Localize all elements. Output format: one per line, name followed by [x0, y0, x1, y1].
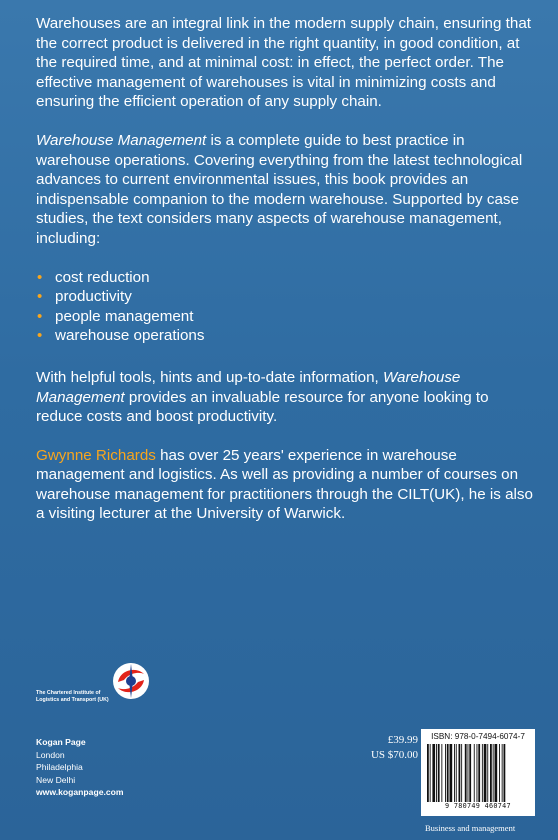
bullet-icon: • [37, 268, 43, 286]
intro-paragraph: Warehouses are an integral link in the modern supply chain, ensuring that the correct product is delivered in the right quantity, in good condition, at the required time, and at minimal cost: in effect, the perfect order. The effective management of warehouses is vital in minimizing costs and ensuring the efficient operation of any supply chain. [36, 15, 532, 111]
back-cover-blurb [36, 14, 536, 543]
book-title-italic: Warehouse Management [36, 131, 207, 149]
list-item [36, 326, 536, 346]
barcode-digits: 9 780749 460747 [445, 802, 511, 810]
isbn-barcode [421, 729, 535, 816]
list-item-label: cost reduction [55, 268, 150, 286]
author-bio: has over 25 years' experience in warehouse management and logistics. As well as providing a number of courses on warehouse management for practitioners through the CILT(UK), he is also a visiting lecturer at the University of Warwick. [36, 446, 533, 523]
list-item [36, 307, 536, 327]
topics-list [36, 268, 536, 346]
publisher-url: www.koganpage.com [36, 787, 124, 798]
list-item-label: warehouse operations [55, 327, 205, 345]
isbn-label: ISBN: 978-0-7494-6074-7 [431, 732, 525, 741]
guide-paragraph [36, 131, 536, 249]
publisher-city: New Delhi [36, 774, 76, 785]
tools-paragraph: With helpful tools, hints and up-to-date information, Warehouse Management provides an invaluable resource for anyone looking to reduce costs and boost productivity. [36, 368, 489, 426]
price-usd: US $70.00 [370, 748, 418, 761]
bullet-icon: • [37, 288, 43, 306]
cilt-name: The Chartered Institute of Logistics and Transport (UK) [36, 690, 109, 703]
author-name: Gwynne Richards [36, 446, 156, 464]
author-paragraph [36, 446, 536, 524]
cilt-logo-block [36, 660, 166, 710]
publisher-city: Philadelphia [36, 762, 83, 773]
category-label: Business and management [425, 823, 516, 833]
price-gbp: £39.99 [387, 734, 418, 746]
price-block [368, 733, 418, 762]
book-title-italic: Warehouse Management [36, 368, 461, 406]
publisher-city: London [36, 749, 65, 760]
list-item [36, 268, 536, 288]
list-item-label: people management [55, 307, 194, 325]
list-item-label: productivity [55, 288, 132, 306]
bullet-icon: • [37, 327, 43, 345]
bullet-icon: • [37, 307, 43, 325]
barcode-icon [425, 744, 531, 802]
publisher-info [36, 736, 124, 799]
publisher-name: Kogan Page [36, 737, 86, 747]
list-item [36, 287, 536, 307]
guide-paragraph-text: is a complete guide to best practice in warehouse operations. Covering everything from the latest technological advances to current environmental issues, this book provides an indispensable companion to the modern warehouse. Supported by case studies, the text considers many aspects of warehouse management, including: [36, 131, 523, 247]
